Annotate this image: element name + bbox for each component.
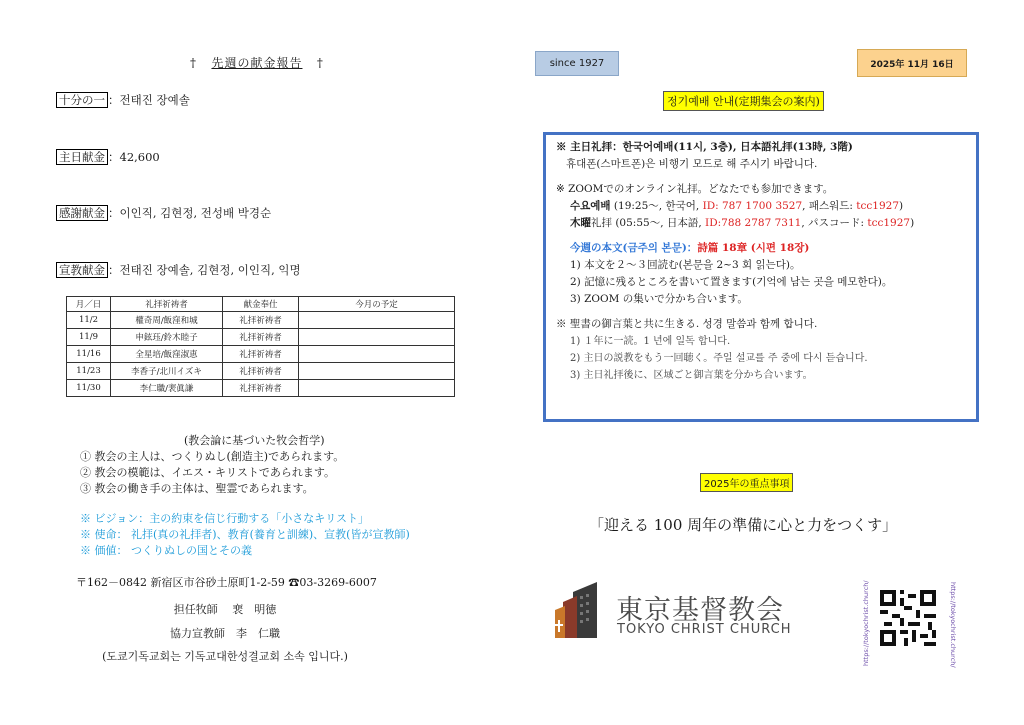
table-row [67, 312, 455, 329]
offering-value: ：이인직, 김현정, 전성배 박경순 [108, 206, 272, 220]
offering-label: 感謝献金 [56, 205, 108, 221]
philosophy-list [80, 449, 344, 497]
table-row [67, 363, 455, 380]
zoom-id-thursday: ID:788 2787 7311 [705, 217, 802, 229]
schedule-cell: 礼拝祈祷者 [223, 312, 299, 329]
service-guide-title: 정기예배 안내(定期集会の案内) [663, 91, 824, 111]
date-badge: 2025年 11月 16日 [857, 49, 967, 77]
church-logo-icon [553, 580, 605, 640]
schedule-header: 礼拝祈祷者 [111, 297, 223, 312]
philosophy-title: (教会論に基づいた牧会哲学) [184, 434, 325, 447]
schedule-cell: 申鉉珏/鈴木睦子 [111, 329, 223, 346]
church-logo-en: TOKYO CHRIST CHURCH [617, 622, 792, 637]
schedule-cell: 權奇周/飯窪和城 [111, 312, 223, 329]
schedule-header: 月／日 [67, 297, 111, 312]
philosophy-item: ① 教会の主人は、つくりぬし(創造主)であられます。 [80, 450, 345, 463]
offering-value: ：전태진 장예솔 [108, 93, 190, 107]
offering-mission [56, 262, 301, 278]
schedule-cell [299, 346, 455, 363]
schedule-cell: 李仁職/裵眞謙 [111, 380, 223, 397]
schedule-cell: 11/9 [67, 329, 111, 346]
offering-value: ：42,600 [108, 150, 160, 164]
vision-list [80, 511, 410, 559]
schedule-cell: 11/30 [67, 380, 111, 397]
schedule-cell: 礼拝祈祷者 [223, 380, 299, 397]
offering-label: 宣教献金 [56, 262, 108, 278]
affiliation-note: (도쿄기독교회는 기독교대한성결교회 소속 입니다.) [102, 650, 348, 663]
offering-label: 十分の一 [56, 92, 108, 108]
info-step: 1) 本文を２～３回読む(본문을 2~3 회 읽는다)。 [570, 259, 801, 271]
church-logo-jp: 東京基督教会 [616, 595, 784, 626]
offering-sunday [56, 149, 160, 165]
schedule-cell: 11/23 [67, 363, 111, 380]
schedule-cell: 李香子/北川イズキ [111, 363, 223, 380]
info-weekly-text: 今週の本文(금주의 본문)：詩篇 18章 (시편 18장) [570, 242, 810, 254]
schedule-cell [299, 329, 455, 346]
service-info-box [543, 132, 979, 422]
schedule-table [66, 296, 455, 397]
philosophy-item: ② 教会の模範は、イエス・キリストであられます。 [80, 466, 335, 479]
qr-url-left: https://tokyochrist.church/ [862, 580, 870, 666]
senior-pastor: 担任牧師 裵 明徳 [173, 603, 277, 616]
zoom-pass-wednesday: tcc1927 [856, 200, 899, 212]
offering-thanks [56, 205, 271, 221]
info-bible-step: 2) 主日の説教をもう一回聴く。주일 설교를 주 중에 다시 듣습니다. [570, 353, 868, 364]
qr-url-right: https://tokyochrist.church/ [949, 582, 957, 668]
motto: 「迎える 100 周年の準備に心と力をつくす」 [589, 516, 898, 534]
info-bible-life: ※ 聖書の御言葉と共に生きる. 성경 말씀과 함께 합니다. [556, 318, 818, 330]
schedule-header: 献金奉仕 [223, 297, 299, 312]
schedule-header-row [67, 297, 455, 312]
info-sunday-worship: ※ 主日礼拝：한국어예배(11시, 3층), 日本語礼拝(13時, 3階) [556, 141, 853, 153]
info-zoom: ※ ZOOMでのオンライン礼拝。どなたでも参加できます。 [556, 183, 834, 195]
info-bible-step: 3) 主日礼拝後に、区域ごと御言葉を分かち合います。 [570, 370, 813, 381]
schedule-cell: 礼拝祈祷者 [223, 329, 299, 346]
vision-item: ※ ビジョン：主の約束を信じ行動する「小さなキリスト」 [80, 512, 370, 525]
value-item: ※ 価値： つくりぬしの国とその義 [80, 544, 252, 557]
schedule-cell [299, 312, 455, 329]
schedule-cell: 礼拝祈祷者 [223, 363, 299, 380]
since-badge: since 1927 [535, 51, 619, 76]
table-row [67, 380, 455, 397]
schedule-cell: 11/16 [67, 346, 111, 363]
co-pastor: 協力宣教師 李 仁職 [170, 627, 280, 640]
info-thursday: 木曜礼拝 (05:55～, 日本語, ID:788 2787 7311, パスコード: tcc1927) [570, 217, 915, 229]
cross-icon-right: † [316, 56, 324, 70]
qr-code-icon[interactable] [880, 590, 936, 646]
table-row [67, 329, 455, 346]
info-phone-note: 휴대폰(스마트폰)은 비행기 모드로 해 주시기 바랍니다. [566, 158, 818, 170]
mission-item: ※ 使命： 礼拝(真の礼拝者)、教育(養育と訓練)、宣教(皆が宣教師) [80, 528, 410, 541]
info-wednesday: 수요예배 (19:25～, 한국어, ID: 787 1700 3527, 패스워드: tcc1927) [570, 200, 904, 212]
schedule-cell: 11/2 [67, 312, 111, 329]
schedule-cell [299, 380, 455, 397]
offering-label: 主日献金 [56, 149, 108, 165]
zoom-pass-thursday: tcc1927 [867, 217, 911, 229]
zoom-id-wednesday: ID: 787 1700 3527 [702, 200, 803, 212]
table-row [67, 346, 455, 363]
info-step: 3) ZOOM の集いで分かち合います。 [570, 293, 748, 305]
schedule-header: 今月の予定 [299, 297, 455, 312]
info-bible-step: 1) １年に一読。1 년에 일독 합니다. [570, 336, 731, 347]
offering-report-title [190, 54, 324, 71]
offering-tithe [56, 92, 190, 108]
info-step: 2) 記憶に残るところを書いて置きます(기억에 남는 곳을 메모한다)。 [570, 276, 893, 288]
philosophy-item: ③ 教会の働き手の主体は、聖霊であられます。 [80, 482, 314, 495]
schedule-cell [299, 363, 455, 380]
schedule-cell: 礼拝祈祷者 [223, 346, 299, 363]
offering-report-heading: 先週の献金報告 [211, 56, 303, 70]
schedule-cell: 全星培/飯窪淑恵 [111, 346, 223, 363]
church-address: 〒162－0842 新宿区市谷砂土原町1-2-59 ☎03-3269-6007 [76, 576, 377, 589]
focus-title: 2025年の重点事項 [700, 473, 793, 492]
cross-icon-left: † [190, 56, 197, 70]
offering-value: ：전태진 장예솔, 김현정, 이인직, 익명 [108, 263, 301, 277]
